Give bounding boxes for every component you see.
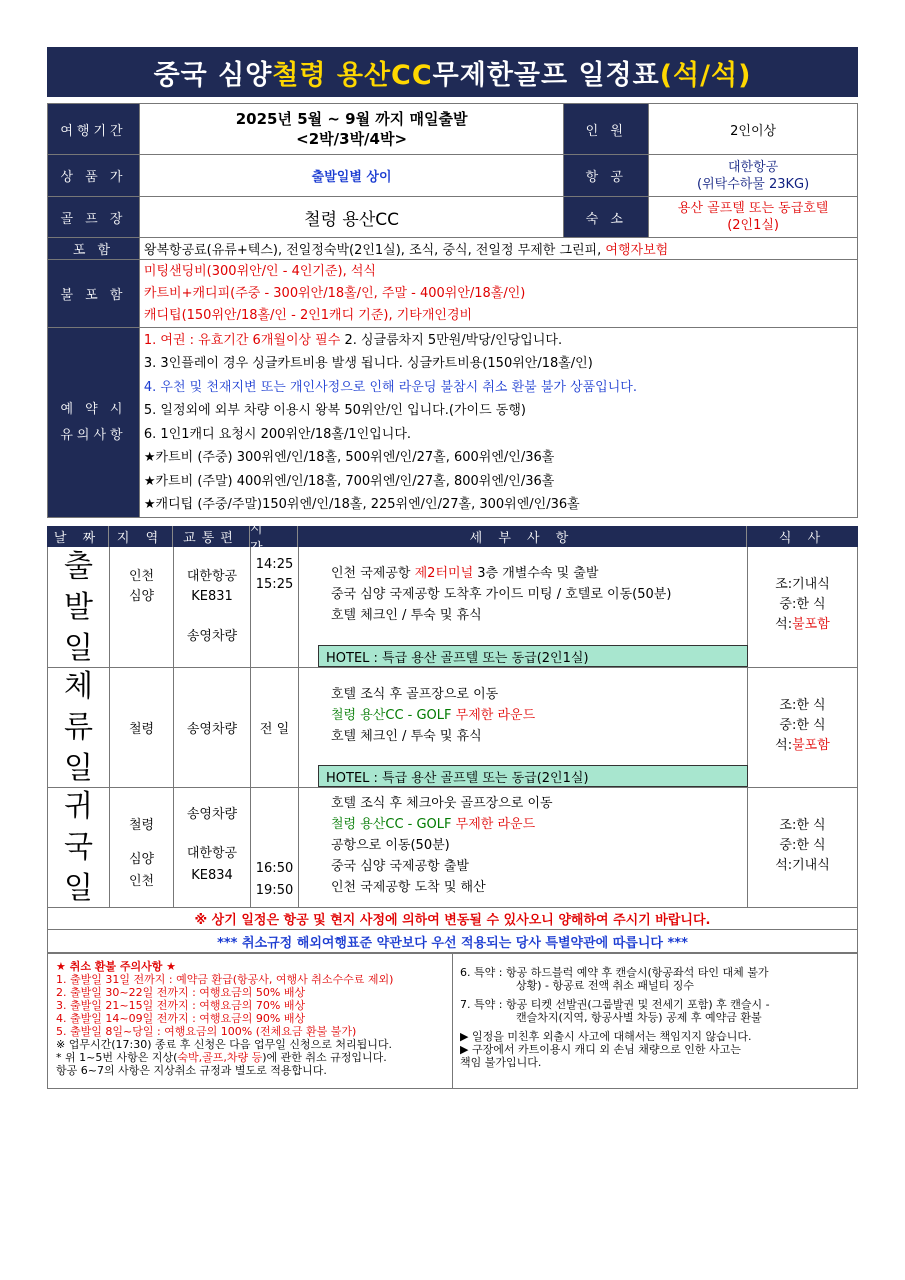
day2-dinner-label: 석: — [775, 738, 793, 753]
cancel-special-7: 7. 특약 : 항공 티켓 선발권(그룹발권 및 전세기 포함) 후 캔슬시 - — [460, 998, 770, 1011]
day3-region-2: 심양 — [128, 852, 155, 867]
include-value — [139, 238, 857, 260]
golf-label: 골 프 장 — [48, 197, 140, 238]
day2-detail-1: 호텔 조식 후 골프장으로 이동 — [331, 687, 499, 702]
day2-region: 철령 — [110, 668, 174, 787]
cancel-line-7c: )에 관한 취소 규정입니다. — [262, 1051, 387, 1064]
golf-value: 철령 용산CC — [139, 197, 563, 238]
day3-transport-2: 대한항공 — [186, 846, 238, 861]
period-line2: <2박/3박/4박> — [296, 130, 408, 148]
day1-detail-2: 중국 심양 국제공항 도착후 가이드 미팅 / 호텔로 이동(50분) — [331, 587, 672, 602]
day3-dinner: 석:기내식 — [775, 858, 830, 873]
day2-dinner-value: 불포함 — [792, 738, 830, 753]
day2-char-2: 류 — [64, 710, 93, 745]
day2-unlimited: 무제한 라운드 — [455, 708, 536, 723]
people-label: 인 원 — [564, 104, 649, 155]
day2-golf: 철령 용산CC - GOLF — [331, 708, 456, 723]
title-part3: 무제한골프 일정표 — [432, 59, 660, 91]
day3-time-2: 19:50 — [255, 883, 294, 898]
cancel-disclaimer-2: ▶ 구장에서 카트이용시 캐디 외 손님 채량으로 인한 사고는 — [460, 1043, 741, 1056]
day2-lunch: 중:한 식 — [779, 718, 826, 733]
air-line2: (위탁수하물 23KG) — [697, 176, 810, 192]
day1-transport — [174, 547, 251, 667]
notice-item-4: 4. 우천 및 천재지변 또는 개인사정으로 인해 라운딩 불참시 취소 환불 불가 상품입니다. — [143, 379, 637, 395]
day3-transport-3: KE834 — [191, 868, 233, 883]
day1-region-1: 인천 — [128, 569, 155, 584]
day2-detail-2 — [331, 705, 747, 726]
cancel-line-7b: 숙박,골프,차량 등 — [177, 1051, 263, 1064]
day2-hotel: HOTEL : 특급 용산 골프텔 또는 동급(2인1실) — [318, 765, 748, 787]
title-meal-info: (석/석) — [659, 59, 752, 91]
day3-unlimited: 무제한 라운드 — [455, 817, 536, 832]
notice-passport: 1. 여권 : 유효기간 6개월이상 필수 — [143, 332, 341, 348]
cancel-right — [460, 966, 850, 1069]
day3-label — [48, 788, 110, 907]
schedule-row-day1 — [47, 547, 858, 668]
notice-item-1 — [144, 329, 853, 353]
cancel-line-1: 1. 출발일 31일 전까지 : 예약금 환급(항공사, 여행사 취소수수료 제외) — [56, 973, 394, 986]
day3-meal — [748, 788, 857, 907]
info-table — [47, 103, 858, 518]
cancel-line-8: 항공 6~7의 사항은 지상취소 규정과 별도로 적용합니다. — [56, 1064, 327, 1077]
cancel-disclaimer-2b: 책임 불가입니다. — [460, 1056, 542, 1069]
day1-terminal: 제2터미널 — [414, 566, 474, 581]
period-line1: 2025년 5월 ~ 9월 까지 매일출발 — [235, 110, 468, 128]
day1-char-1: 출 — [64, 548, 93, 584]
day1-label — [48, 547, 110, 667]
day1-dinner-label: 석: — [775, 617, 793, 632]
day3-lunch: 중:한 식 — [779, 838, 826, 853]
schedule-row-day2 — [47, 668, 858, 788]
day2-breakfast: 조:한 식 — [779, 698, 826, 713]
notice-label-1: 예 약 시 — [60, 401, 127, 417]
day2-char-1: 체 — [64, 669, 93, 704]
day3-char-1: 귀 — [64, 789, 93, 824]
air-value — [649, 155, 858, 197]
exclude-value — [139, 260, 857, 328]
notice-item-6: 6. 1인1캐디 요청시 200위안/18홀/1인입니다. — [143, 426, 412, 442]
day1-lunch: 중:한 식 — [779, 597, 826, 612]
day3-transport-gap — [174, 826, 250, 843]
cancel-title: ★ 취소 환불 주의사항 ★ — [56, 960, 177, 973]
day2-dinner — [748, 736, 857, 756]
exclude-label: 불 포 함 — [48, 260, 140, 328]
day3-detail-5: 인천 국제공항 도착 및 해산 — [331, 880, 486, 895]
day3-region-1: 철령 — [128, 818, 155, 833]
day3-detail-3: 공항으로 이동(50분) — [331, 838, 450, 853]
day1-char-3: 일 — [64, 630, 93, 666]
hotel-label: 숙 소 — [564, 197, 649, 238]
day1-detail-3: 호텔 체크인 / 투숙 및 휴식 — [331, 608, 482, 623]
notice-single-room: 2. 싱글룸차지 5만원/박당/인당입니다. — [340, 332, 563, 348]
hotel-value — [649, 197, 858, 238]
notice-label — [48, 328, 140, 518]
header-time: 시 간 — [250, 526, 298, 547]
header-transport: 교통편 — [173, 526, 250, 547]
cancel-line-2: 2. 출발일 30~22일 전까지 : 여행요금의 50% 배상 — [56, 986, 306, 999]
day3-region-3: 인천 — [128, 874, 155, 889]
notice-item-5: 5. 일정외에 외부 차량 이용시 왕복 50위안/인 입니다.(가이드 동행) — [143, 403, 526, 418]
day2-detail-3: 호텔 체크인 / 투숙 및 휴식 — [331, 729, 482, 744]
period-label: 여행기간 — [48, 104, 140, 155]
header-meal: 식 사 — [778, 531, 827, 546]
schedule-change-note: ※ 상기 일정은 항공 및 현지 사정에 의하여 변동될 수 있사오니 양해하여 주시기 바랍니다. — [47, 908, 858, 930]
day1-char-2: 발 — [64, 589, 93, 625]
cancel-divider — [452, 954, 453, 1088]
exclude-item-1: 미팅샌딩비(300위안/인 - 4인기준), 석식 — [143, 263, 376, 279]
day3-region — [110, 788, 174, 907]
day1-meal — [748, 547, 857, 667]
day2-meal — [748, 668, 857, 787]
period-value — [139, 104, 563, 155]
day2-time: 전 일 — [251, 668, 299, 787]
cancel-disclaimer-1: ▶ 일정을 미친후 외출시 사고에 대해서는 책임지지 않습니다. — [460, 1030, 752, 1043]
day1-region-2: 심양 — [128, 589, 155, 604]
day3-detail-2 — [331, 814, 747, 835]
cancel-line-3: 3. 출발일 21~15일 전까지 : 여행요금의 70% 배상 — [56, 999, 306, 1012]
day1-dinner-value: 불포함 — [792, 617, 830, 632]
notice-item-3: 3. 3인플레이 경우 싱글카트비용 발생 됩니다. 싱글카트비용(150위안/18홀/인) — [143, 356, 593, 371]
day1-region — [110, 547, 174, 667]
cancel-special-7b: 캔슬차지(지역, 항공사별 차등) 공제 후 예약금 환불 — [516, 1011, 762, 1024]
air-label: 항 공 — [564, 155, 649, 197]
title-golf-name: 철령 용산CC — [272, 59, 433, 91]
day3-transport-1: 송영차량 — [186, 807, 238, 822]
page-title — [47, 47, 858, 97]
cancel-left — [56, 960, 456, 1077]
day2-label — [48, 668, 110, 787]
notice-item-7: ★카트비 (주중) 300위엔/인/18홀, 500위엔/인/27홀, 600위엔/인/36홀 — [143, 450, 555, 465]
cancel-special-6: 6. 특약 : 항공 하드블럭 예약 후 캔슬시(항공좌석 타인 대체 불가 — [460, 966, 769, 979]
notice-list — [139, 328, 857, 518]
header-details: 세 부 사 항 — [298, 526, 747, 547]
day3-golf: 철령 용산CC - GOLF — [331, 817, 456, 832]
title-part1: 중국 심양 — [153, 59, 273, 91]
header-region: 지 역 — [109, 526, 173, 547]
day1-time-2: 15:25 — [255, 577, 294, 592]
day1-breakfast: 조:기내식 — [775, 577, 830, 592]
day1-transport-2: KE831 — [191, 589, 233, 604]
day1-detail-1 — [331, 563, 747, 584]
day3-char-3: 일 — [64, 871, 93, 906]
day1-transport-1: 대한항공 — [186, 569, 238, 584]
day3-region-gap — [110, 837, 173, 849]
day3-breakfast: 조:한 식 — [779, 818, 826, 833]
day1-time-1: 14:25 — [255, 557, 294, 572]
day3-time-1: 16:50 — [255, 861, 294, 876]
notice-label-2: 유의사항 — [60, 427, 127, 443]
notice-item-9: ★캐디팁 (주중/주말)150위엔/인/18홀, 225위엔/인/27홀, 300위엔/인/36홀 — [143, 497, 580, 512]
cancel-line-4: 4. 출발일 14~09일 전까지 : 여행요금의 90% 배상 — [56, 1012, 306, 1025]
day1-detail-1c: 3층 개별수속 및 출발 — [473, 566, 599, 581]
cancel-line-7a: * 위 1~5번 사항은 지상( — [56, 1051, 178, 1064]
day2-char-3: 일 — [64, 751, 93, 786]
day3-details — [299, 788, 748, 907]
cancel-special-6b: 상황) - 항공료 전액 취소 패널티 징수 — [516, 979, 695, 992]
day3-detail-1: 호텔 조식 후 체크아웃 골프장으로 이동 — [331, 796, 553, 811]
exclude-item-3: 캐디팁(150위안/18홀/인 - 2인1캐디 기준), 기타개인경비 — [143, 307, 473, 323]
day1-detail-1a: 인천 국제공항 — [331, 566, 415, 581]
people-value: 2인이상 — [649, 104, 858, 155]
day3-time — [251, 788, 299, 907]
header-date: 날 짜 — [47, 526, 109, 547]
schedule-row-day3 — [47, 788, 858, 908]
schedule-header — [47, 521, 858, 556]
cancel-line-6: ※ 업무시간(17:30) 종료 후 신청은 다음 업무일 신청으로 처리됩니다. — [56, 1038, 392, 1051]
day3-detail-4: 중국 심양 국제공항 출발 — [331, 859, 469, 874]
day1-dinner — [748, 615, 857, 635]
cancel-policy-note: *** 취소규정 해외여행표준 약관보다 우선 적용되는 당사 특별약관에 따릅니다 *** — [47, 930, 858, 953]
hotel-line1: 용산 골프텔 또는 동급호텔 — [677, 201, 829, 216]
day1-time — [251, 547, 299, 667]
day2-transport: 송영차량 — [174, 668, 251, 787]
cancel-line-7 — [56, 1051, 456, 1064]
day1-hotel: HOTEL : 특급 용산 골프텔 또는 동급(2인1실) — [318, 645, 748, 667]
day1-transport-3: 송영차량 — [186, 629, 238, 644]
price-label: 상 품 가 — [48, 155, 140, 197]
exclude-item-2: 카트비+캐디피(주중 - 300위안/18홀/인, 주말 - 400위안/18홀/인) — [143, 285, 526, 301]
price-value: 출발일별 상이 — [139, 155, 563, 197]
include-text: 왕복항공료(유류+텍스), 전일정숙박(2인1실), 조식, 중식, 전일정 무제한 그린피, — [143, 243, 606, 258]
day3-char-2: 국 — [64, 830, 93, 865]
include-insurance: 여행자보험 — [605, 243, 669, 258]
cancel-line-5: 5. 출발일 8일~당일 : 여행요금의 100% (전체요금 환불 불가) — [56, 1025, 357, 1038]
day1-transport-gap — [174, 607, 250, 627]
include-label: 포 함 — [48, 238, 140, 260]
cancel-policy-box — [47, 953, 858, 1089]
hotel-line2: (2인1실) — [727, 218, 780, 233]
notice-item-8: ★카트비 (주말) 400위엔/인/18홀, 700위엔/인/27홀, 800위엔/인/36홀 — [143, 473, 555, 489]
day3-transport — [174, 788, 251, 907]
air-line1: 대한항공 — [727, 159, 779, 175]
